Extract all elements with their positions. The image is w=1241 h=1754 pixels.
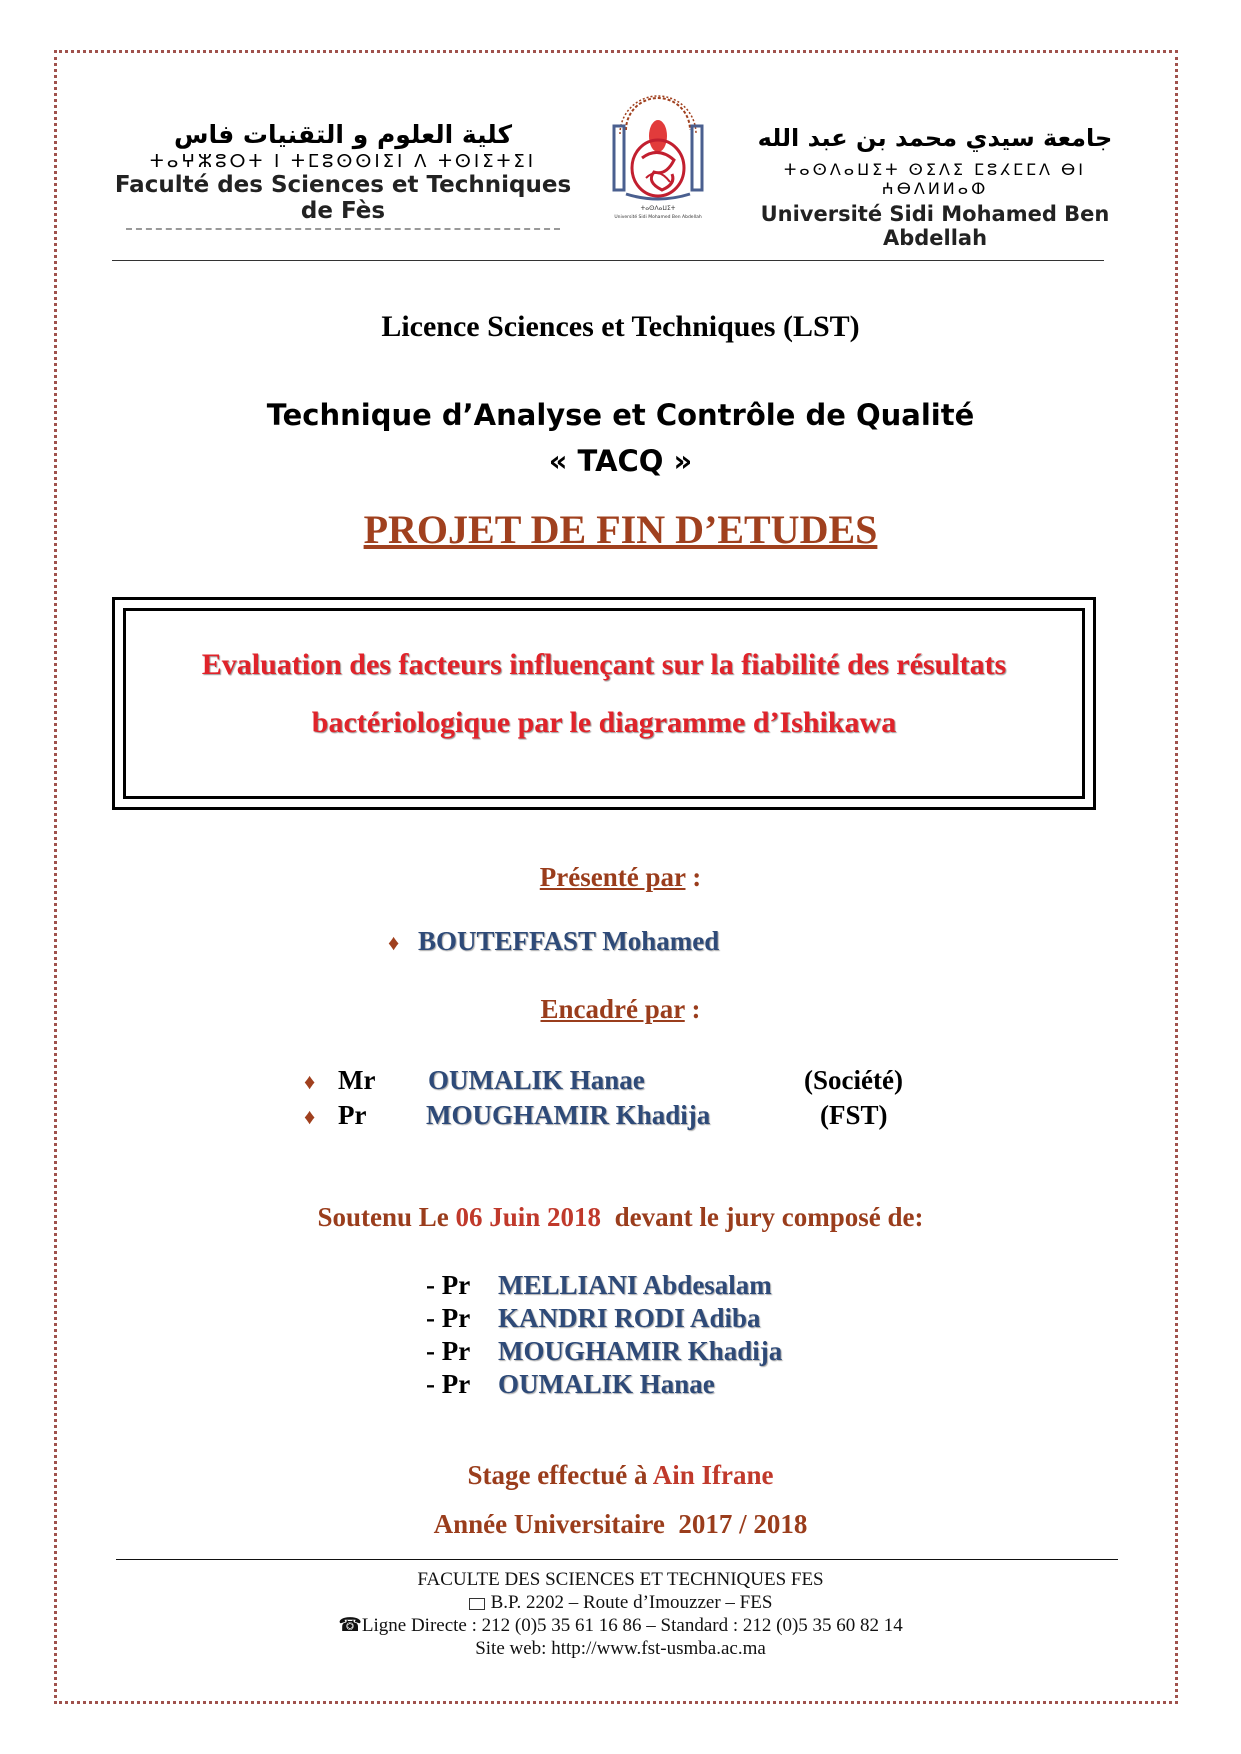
supervisor-affiliation: (Société) <box>804 1065 903 1095</box>
supervisor-name: MOUGHAMIR Khadija <box>426 1100 711 1130</box>
supervisor-name: OUMALIK Hanae <box>428 1065 645 1095</box>
jury-title: - Pr <box>426 1336 471 1366</box>
jury-title: - Pr <box>426 1303 471 1333</box>
jury-member <box>426 1270 772 1301</box>
svg-text:ⵜⴰⵙⴷⴰⵡⵉⵜ: ⵜⴰⵙⴷⴰⵡⵉⵜ <box>640 205 676 212</box>
university-name-tifinagh: ⵜⴰⵙⴷⴰⵡⵉⵜ ⵙⵉⴷⵉ ⵎⵓⵃⵎⵎⴷ ⴱⵏ ⵄⴱⴷⵍⵍⴰⵀ <box>784 160 1086 198</box>
thesis-title <box>115 636 1093 752</box>
university-name-french: Université Sidi Mohamed Ben Abdellah <box>760 202 1110 250</box>
jury-member <box>426 1336 783 1367</box>
document-type: PROJET DE FIN D’ETUDES <box>363 507 878 552</box>
university-logo <box>606 86 710 220</box>
jury-member <box>426 1303 761 1334</box>
specialty-line2: « TACQ » <box>548 444 693 478</box>
presented-by-heading: Présenté par : <box>539 862 702 892</box>
program-name: Licence Sciences et Techniques (LST) <box>381 310 860 343</box>
footer <box>0 1568 1241 1660</box>
student-entry <box>388 926 719 957</box>
specialty <box>0 392 1241 484</box>
jury-name: MOUGHAMIR Khadija <box>498 1336 783 1366</box>
faculty-name-french: Faculté des Sciences et Techniques de Fès <box>114 172 572 224</box>
jury-title: - Pr <box>426 1270 471 1300</box>
student-name: BOUTEFFAST Mohamed <box>417 926 720 956</box>
faculty-header <box>108 120 578 233</box>
supervisor-title: Mr <box>338 1065 376 1095</box>
diamond-bullet-icon: ♦ <box>304 1104 316 1129</box>
internship-line: Stage effectué à Ain Ifrane <box>467 1460 774 1490</box>
mailbox-icon <box>469 1598 485 1610</box>
jury-name: KANDRI RODI Adiba <box>498 1303 761 1333</box>
jury-title: - Pr <box>426 1369 471 1399</box>
university-header <box>735 124 1135 250</box>
footer-institution: FACULTE DES SCIENCES ET TECHNIQUES FES <box>417 1569 824 1590</box>
telephone-icon: ☎ <box>338 1615 362 1636</box>
footer-rule <box>116 1559 1118 1560</box>
header-rule <box>112 260 1104 261</box>
supervised-by-label: Encadré par <box>540 994 685 1024</box>
footer-website: Site web: http://www.fst-usmba.ac.ma <box>475 1638 766 1659</box>
faculty-name-tifinagh: ⵜⴰⵖⵣⵓⵔⵜ ⵏ ⵜⵎⵓⵙⵙⵏⵉⵏ ⴷ ⵜⵙⵏⵉⵜⵉⵏ <box>149 151 537 172</box>
diamond-bullet-icon: ♦ <box>388 930 400 955</box>
academic-year: Année Universitaire 2017 / 2018 <box>433 1509 808 1539</box>
internship-place: Ain Ifrane <box>652 1460 774 1490</box>
defense-line: Soutenu Le 06 Juin 2018 devant le jury composé de: <box>317 1202 924 1232</box>
supervisor-title: Pr <box>338 1100 367 1130</box>
footer-phones: ☎Ligne Directe : 212 (0)5 35 61 16 86 – Standard : 212 (0)5 35 60 82 14 <box>338 1615 903 1636</box>
header-decoration <box>126 228 560 233</box>
supervisor-row <box>304 1100 888 1131</box>
jury-name: OUMALIK Hanae <box>498 1369 715 1399</box>
thesis-title-box <box>112 597 1096 810</box>
jury-name: MELLIANI Abdesalam <box>498 1270 772 1300</box>
supervised-by-heading: Encadré par : <box>540 994 701 1024</box>
jury-member <box>426 1369 715 1400</box>
specialty-line1: Technique d’Analyse et Contrôle de Qualité <box>266 398 975 432</box>
faculty-name-arabic: كلية العلوم و التقنيات فاس <box>173 120 513 149</box>
supervisor-affiliation: (FST) <box>820 1100 888 1130</box>
thesis-title-line2: bactériologique par le diagramme d’Ishikawa <box>311 706 897 739</box>
defense-date: 06 Juin 2018 <box>455 1202 602 1232</box>
presented-by-label: Présenté par <box>539 862 686 892</box>
footer-address: B.P. 2202 – Route d’Imouzzer – FES <box>0 1591 1241 1614</box>
diamond-bullet-icon: ♦ <box>304 1069 316 1094</box>
svg-text:Université Sidi Mohamed Ben Ab: Université Sidi Mohamed Ben Abdellah <box>614 215 702 220</box>
university-name-arabic: جامعة سيدي محمد بن عبد الله <box>757 124 1113 152</box>
supervisor-row <box>304 1065 903 1096</box>
thesis-title-line1: Evaluation des facteurs influençant sur la fiabilité des résultats <box>201 648 1007 681</box>
